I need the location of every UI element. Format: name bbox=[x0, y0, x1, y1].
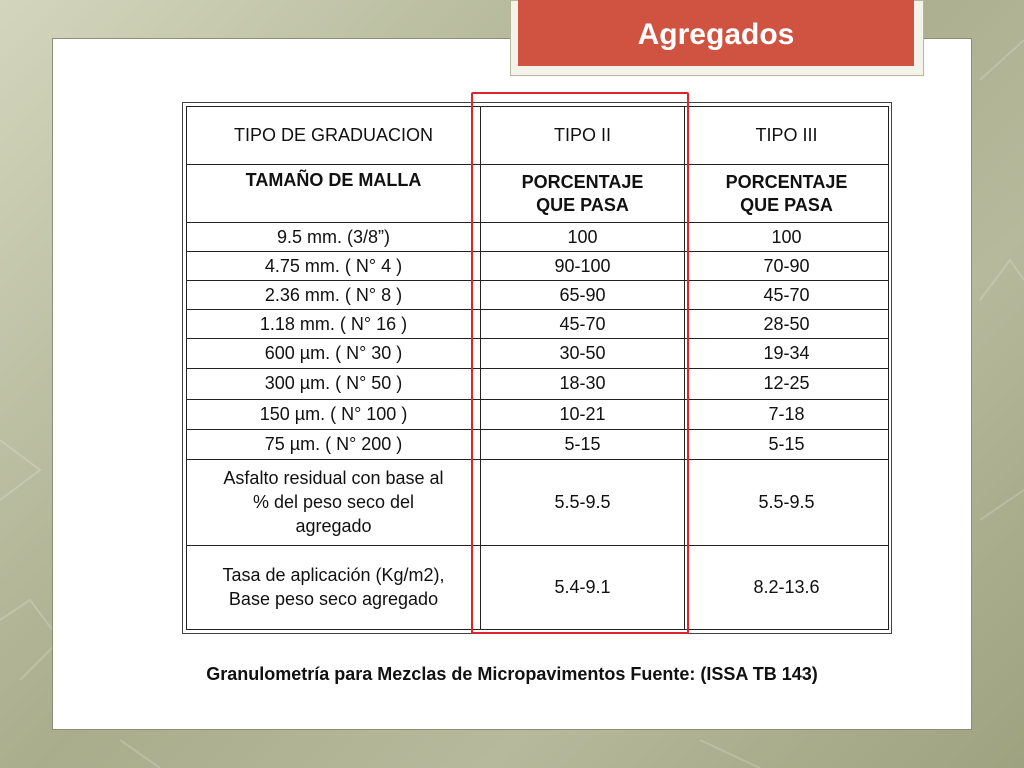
table-cell: 19-34 bbox=[685, 339, 889, 369]
table-cell: 28-50 bbox=[685, 310, 889, 339]
table-cell: 45-70 bbox=[481, 310, 685, 339]
header-cell: TIPO III bbox=[685, 107, 889, 165]
header-cell: TIPO DE GRADUACION bbox=[187, 107, 481, 165]
table-cell: 100 bbox=[685, 223, 889, 252]
table-cell: 45-70 bbox=[685, 281, 889, 310]
subheader-cell: PORCENTAJE QUE PASA bbox=[481, 165, 685, 223]
table-cell: 150 µm. ( N° 100 ) bbox=[187, 399, 481, 429]
table-cell: 100 bbox=[481, 223, 685, 252]
table-cell: 65-90 bbox=[481, 281, 685, 310]
slide-title-text: Agregados bbox=[637, 18, 795, 51]
table-cell: Asfalto residual con base al % del peso seco del agregado bbox=[187, 459, 481, 545]
table-cell: 10-21 bbox=[481, 399, 685, 429]
table-cell: 18-30 bbox=[481, 369, 685, 399]
table-cell: 30-50 bbox=[481, 339, 685, 369]
table-cell: 5-15 bbox=[685, 429, 889, 459]
table-cell: 70-90 bbox=[685, 252, 889, 281]
table-caption: Granulometría para Mezclas de Micropavimentos Fuente: (ISSA TB 143) bbox=[206, 664, 818, 684]
table-cell: 9.5 mm. (3/8”) bbox=[187, 223, 481, 252]
header-cell: TIPO II bbox=[481, 107, 685, 165]
table-cell: 7-18 bbox=[685, 399, 889, 429]
table-cell: 300 µm. ( N° 50 ) bbox=[187, 369, 481, 399]
table-cell: 5.5-9.5 bbox=[481, 459, 685, 545]
subheader-cell: TAMAÑO DE MALLA bbox=[187, 165, 481, 223]
table-cell: 90-100 bbox=[481, 252, 685, 281]
tipo-ii-highlight-box bbox=[471, 92, 689, 634]
table-cell: 5-15 bbox=[481, 429, 685, 459]
table-cell: 2.36 mm. ( N° 8 ) bbox=[187, 281, 481, 310]
table-cell: 8.2-13.6 bbox=[685, 545, 889, 629]
slide-title bbox=[518, 0, 914, 66]
table-cell: 75 µm. ( N° 200 ) bbox=[187, 429, 481, 459]
table-cell: 12-25 bbox=[685, 369, 889, 399]
table-cell: Tasa de aplicación (Kg/m2), Base peso seco agregado bbox=[187, 545, 481, 629]
table-cell: 4.75 mm. ( N° 4 ) bbox=[187, 252, 481, 281]
table-cell: 600 µm. ( N° 30 ) bbox=[187, 339, 481, 369]
table-cell: 5.5-9.5 bbox=[685, 459, 889, 545]
table-cell: 5.4-9.1 bbox=[481, 545, 685, 629]
subheader-cell: PORCENTAJE QUE PASA bbox=[685, 165, 889, 223]
table-cell: 1.18 mm. ( N° 16 ) bbox=[187, 310, 481, 339]
